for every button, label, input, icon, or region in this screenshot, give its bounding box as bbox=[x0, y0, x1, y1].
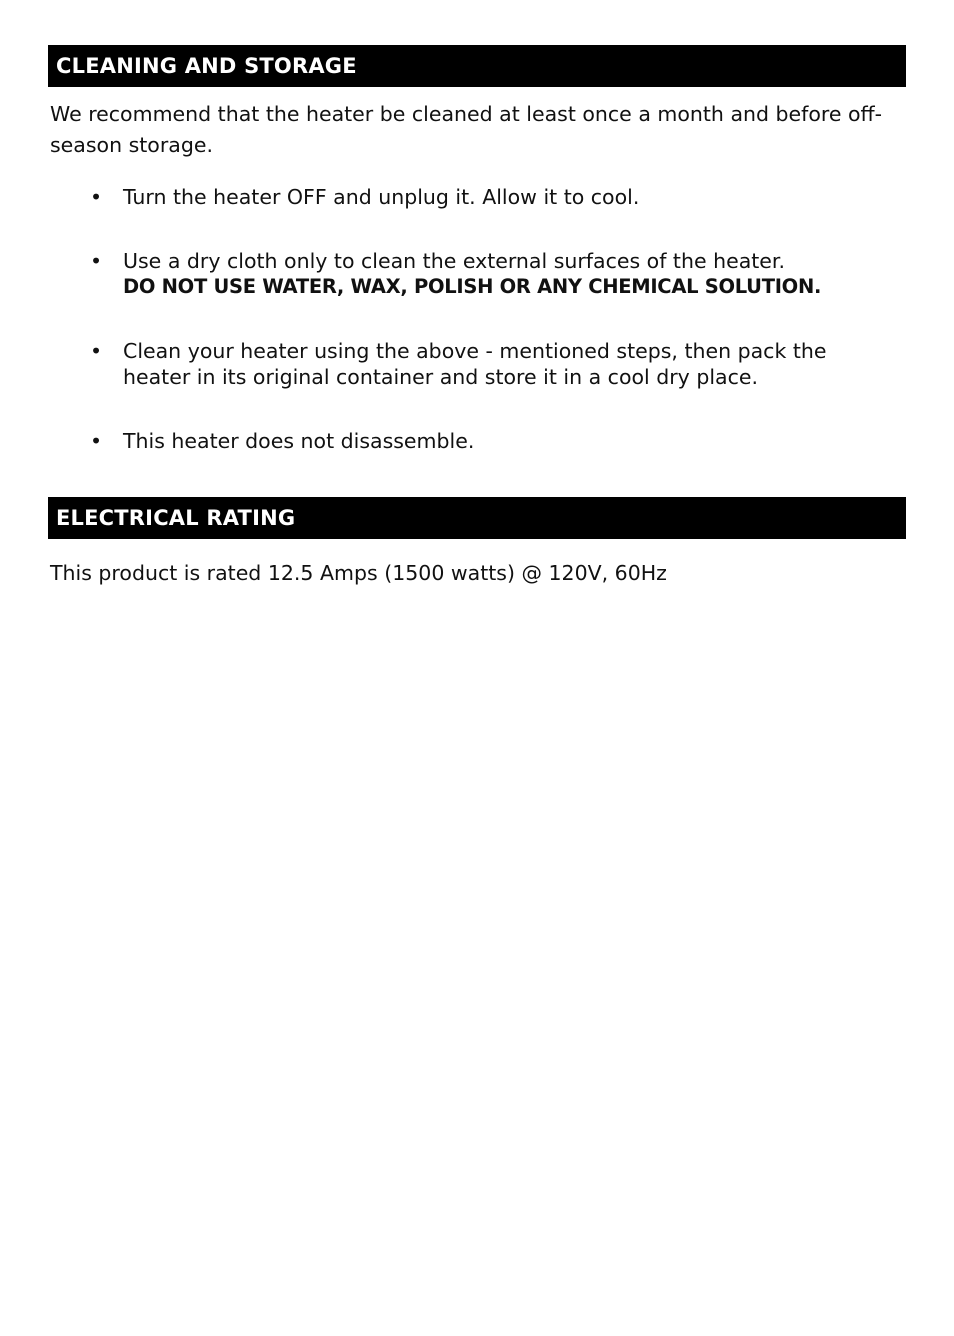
bullet-icon: • bbox=[90, 249, 103, 273]
bullet-icon: • bbox=[90, 185, 103, 209]
electrical-rating-text: This product is rated 12.5 Amps (1500 watts) @ 120V, 60Hz bbox=[50, 561, 667, 585]
list-item-text: Clean your heater using the above - mentioned steps, then pack the heater in its original container and store it in a cool dry place. bbox=[123, 339, 827, 389]
section-header-electrical-rating: ELECTRICAL RATING bbox=[48, 497, 906, 539]
bullet-icon: • bbox=[90, 339, 103, 363]
list-item-text: Turn the heater OFF and unplug it. Allow it to cool. bbox=[123, 185, 640, 209]
warning-text: DO NOT USE WATER, WAX, POLISH OR ANY CHEMICAL SOLUTION. bbox=[123, 275, 822, 298]
cleaning-intro-paragraph: We recommend that the heater be cleaned at least once a month and before off-season storage. bbox=[50, 102, 883, 157]
list-item-content bbox=[123, 248, 883, 300]
list-item-text: Use a dry cloth only to clean the external surfaces of the heater. bbox=[123, 249, 785, 273]
section-header-cleaning-and-storage: CLEANING AND STORAGE bbox=[48, 45, 906, 87]
bullet-icon: • bbox=[90, 429, 103, 453]
list-item-text: This heater does not disassemble. bbox=[123, 429, 475, 453]
